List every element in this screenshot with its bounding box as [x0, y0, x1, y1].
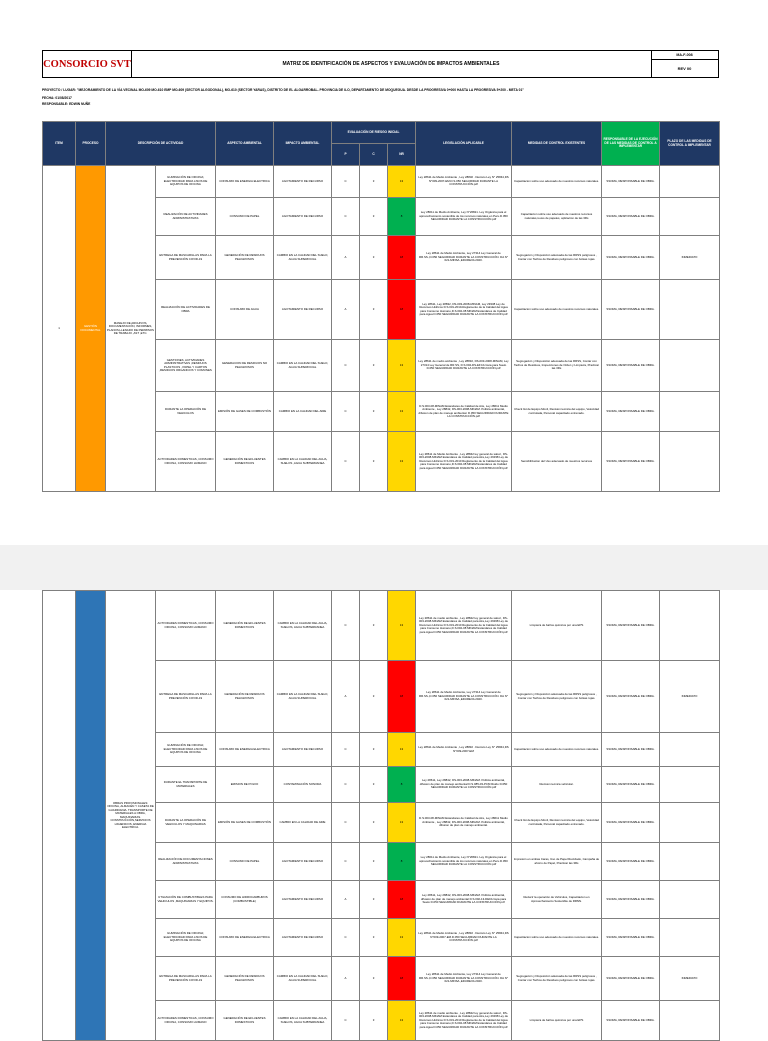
subprocess-cell: OBRAS PROVISIONALES: OFICINA, ALMACÉN Y CASETA DE GUARDIANIA. TRANSPORTE DE MATERIALES A OBRA, MAQUINARIAS. CONSTRUCCIÓN,SERVICIOS HIGIENICOS ,ENERGIA ELECTRICA. [106, 591, 156, 1041]
responsible-cell: SSOMA, RESPONSABLE DE OBRA. [602, 1001, 660, 1041]
impact-cell: AGOTAMIENTO DE RECURSO [274, 881, 332, 919]
aspect-cell: CONSUMO DE ENERGIA ELECTRICA [216, 166, 274, 198]
table-row [43, 166, 720, 198]
aspect-cell: GENERACIÓN DE EFLUENTES DOMESTICOS [216, 1001, 274, 1041]
matrix-table-1 [42, 121, 719, 492]
consequence-cell: 3 [360, 1001, 388, 1041]
consequence-cell: 3 [360, 957, 388, 1001]
col-risk-group: EVALUACIÓN DE RIESGO INICIAL [332, 122, 416, 144]
responsible-cell: SSOMA, RESPONSABLE DE OBRA. [602, 340, 660, 392]
controls-cell: Limpieza de baños quimicos por una EPS [512, 1001, 602, 1041]
activity-cell: GESTIONES, ACTIVIDADES ADMINISTRATIVAS ,RESIDUOS PLASTICOS , PAPEL Y CARTON ,RESIDUOS ORGANICOS Y COMUNES [156, 340, 216, 392]
activity-cell: ENTREGA DE MASCARILLAS PARA LA PREVENCIÓN COVID-19 [156, 236, 216, 280]
impact-cell: CAMBIO EN LA CALIDAD DEL AGUA, SUELOS, AGUA SUBTERRANEA [274, 1001, 332, 1041]
col-item: ITEM [43, 122, 76, 166]
controls-cell: Capacitacion sobre uso adecuado de nuestros recursos naturales. [512, 166, 602, 198]
responsible-cell: SSOMA, RESPONSABLE DE OBRA. [602, 881, 660, 919]
risk-level-cell: 13 [388, 166, 416, 198]
activity-cell: ILUMINACIÓN DE OFICINA; ELECTRICIDAD PARA LISOS DE EQUIPOS DE OFICINA [156, 919, 216, 957]
risk-level-cell: 18 [388, 280, 416, 340]
risk-level-cell: 13 [388, 803, 416, 843]
controls-cell: Capacitacion sobre uso adecuado de nuestros recursos naturales. [512, 280, 602, 340]
impact-cell: CAMBIO EN LA CALIDAD DEL SUELO, AGUA SUPERFICIAL [274, 661, 332, 733]
table-row [43, 591, 720, 661]
legislation-cell: Ley 28611, Ley 28842, DS-003-2008-MINAM. Politica ambiental, difusion de plan de manejo ambiental D.S.002-13-DEFA Guia para Suelo D.050 SEGURIDAD DURANTE LA CONSTRUCCIÓN.pdf [416, 881, 512, 919]
probability-cell: C [332, 919, 360, 957]
legislation-cell: Ley 28611 de Medio Ambiente, Ley N°26821. Ley Orgánica para el aprovechamiento sostenible de los recursos naturales en Peru.D.050 SEGURIDAD DURANTE LA CONSTRUCCIÓN.pdf [416, 198, 512, 236]
risk-level-cell: 8 [388, 843, 416, 881]
probability-cell: C [332, 166, 360, 198]
impact-cell: AGOTAMIENTO DE RECURSO [274, 280, 332, 340]
consequence-cell: 3 [360, 591, 388, 661]
aspect-cell: EMISIÓN DE GASES DE COMBUSTIÓN [216, 392, 274, 432]
consequence-cell: 3 [360, 392, 388, 432]
impact-cell: CONTAMINACIÓN SONORA [274, 767, 332, 803]
item-number-cell [43, 591, 76, 1041]
controls-cell: Segregación y Disposición adecuada de las RRSS, Contar con Tachos de Residuos, Inspecciones de Orden y Limpieza, Practicar las 3Rs [512, 340, 602, 392]
activity-cell: ACTIVIDADES DOMESTICAS ,CONSUMO OFICINA, CONSUMO HUMANO [156, 432, 216, 492]
aspect-cell: CONSUMO DE ENERGIA ELECTRICA [216, 919, 274, 957]
controls-cell: Segregación y Disposición adecuada de las RRSS peligrosos , Contar con Tachos de Residuos peligrosos con bolsas rojas. [512, 661, 602, 733]
activity-cell: ENTREGA DE MASCARILLAS PARA LA PREVENCIÓN COVID-19 [156, 661, 216, 733]
activity-cell: DURANTE EL TRANSPORTE DE MATERIALES [156, 767, 216, 803]
deadline-cell [660, 767, 720, 803]
probability-cell: A [332, 661, 360, 733]
impact-cell: CAMBIO EN LA CALIDAD DEL AGUA, SUELOS, AGUA SUBTERRANEA [274, 591, 332, 661]
deadline-cell [660, 733, 720, 767]
consequence-cell: 3 [360, 432, 388, 492]
consequence-cell: 3 [360, 340, 388, 392]
legislation-cell: Ley 28611 de Medio Ambiente , Ley 28832 . Decreto Ley N° 25844,DS N°009-2007-EM [416, 733, 512, 767]
col-impact: IMPACTO AMBIENTAL [274, 122, 332, 166]
col-process: PROCESO [76, 122, 106, 166]
deadline-cell [660, 843, 720, 881]
col-c: C [360, 144, 388, 166]
col-nr: NR [388, 144, 416, 166]
deadline-cell [660, 392, 720, 432]
risk-level-cell: 18 [388, 881, 416, 919]
probability-cell: C [332, 1001, 360, 1041]
probability-cell: C [332, 432, 360, 492]
deadline-cell [660, 881, 720, 919]
probability-cell: C [332, 198, 360, 236]
aspect-cell: GENERACIÓN DE RESIDUOS PELIGROSOS [216, 957, 274, 1001]
document-code: MA-F-008 [651, 51, 718, 60]
impact-cell: AGOTAMIENTO DE RECURSO [274, 198, 332, 236]
responsible-line: RESPONSABLE: EDWIN NUÑE [42, 102, 91, 106]
process-cell [76, 591, 106, 1041]
controls-cell: Revision tecnica vehicular. [512, 767, 602, 803]
controls-cell: Capacitacion sobre uso adecuado de nuestros recursos naturales,reuso de papeles, aplicacion de las 3Rs [512, 198, 602, 236]
probability-cell: A [332, 957, 360, 1001]
controls-cell: Limpieza de baños quimicos por una EPS [512, 591, 602, 661]
col-deadline: PLAZO DE LAS MEDIDAS DE CONTROL A IMPLEMENTAR [660, 122, 720, 166]
impact-cell: CAMBIO EN LA CALIDAD DEL AGUA, SUELOS ,AGUA SUBTERRANEA [274, 432, 332, 492]
legislation-cell: D.S.003-08-MINAM Estandares de Calidad de Aire, Ley 28611 Medio Ambiente , Ley 28842, DS-003-2008-MINAM. Politica ambiental, difusion de plan de manejo ambiental. [416, 803, 512, 843]
subprocess-cell: MANEJO DE ARCHIVOS, DOCUMENTACIÓN, INFORMES, PLANOS,LLENADO DE PERMISOS DE TRABAJO ,AST ,ETC. [106, 166, 156, 492]
legislation-cell: Ley 28611 de Medio Ambiente, Ley 27314 Ley General de RR.SS.,D.050 SEGURIDAD DURANTE LA CONSTRUCCIÓN. DA N° 021-MINSA ,EDUREVA 2020. [416, 661, 512, 733]
activity-cell: REALIZACIÓN DE DOCUMENTACIONES ADMINISTRATIVAS [156, 843, 216, 881]
aspect-cell: CONSUMO DE ENERGIA ELECTRICA [216, 733, 274, 767]
col-responsible: RESPONSABLE DE LA EJECUCIÓN DE LAS MEDIDAS DE CONTROL A IMPLEMENTAR [602, 122, 660, 166]
legislation-cell: Ley 28611 de Medio Ambiente , Ley 28832 . Decreto Ley N° 25844,DS N°009-2007-EM.D.S.050 SEGURIDAD DURANTE LA CONSTRUCCIÓN.pdf [416, 166, 512, 198]
controls-cell: Capacitacion sobre uso adecuado de nuestros recursos naturales. [512, 733, 602, 767]
controls-cell: Reducir la operación de Vehiculos, Capacitacion en Aprovechamiento Sostenible de RRNN. [512, 881, 602, 919]
col-p: P [332, 144, 360, 166]
responsible-cell: SSOMA, RESPONSABLE DE OBRA. [602, 198, 660, 236]
impact-cell: AGOTAMIENTO DE RECURSO [274, 843, 332, 881]
responsible-cell: SSOMA, RESPONSABLE DE OBRA. [602, 236, 660, 280]
col-controls: MEDIDAS DE CONTROL EXISTENTES [512, 122, 602, 166]
controls-cell: Segregación y Disposición adecuada de las RRSS peligrosos , Contar con Tachos de Residuos peligrosos con bolsas rojas. [512, 957, 602, 1001]
activity-cell: DURANTE LA OPERACIÓN DE VEHICULOS Y MAQUINARIAS [156, 803, 216, 843]
controls-cell: Impresión en ambas Caras, Uso de Papel Reciclado, Campaña de ahorro de Papel, Practicar las 3Rs [512, 843, 602, 881]
legislation-cell: Ley 28611, Ley 28832, DS-003-2008-MINAM, Ley 29338 Ley de Recursos Hidricos D.S.031-2010-Reglamento de la Calidad del Agua para Consumo Humano,D.S.002-08 MINAM Estandares de Calidad para Agua D.050 SEGURIDAD DURANTE LA CONSTRUCCIÓN.pdf [416, 280, 512, 340]
deadline-cell [660, 340, 720, 392]
risk-level-cell: 8 [388, 767, 416, 803]
responsible-cell: SSOMA, RESPONSABLE DE OBRA. [602, 957, 660, 1001]
consequence-cell: 3 [360, 881, 388, 919]
legislation-cell: Ley 28611 de Medio Ambiente , Ley 28832 . Decreto Ley N° 25844,DS N°009-2007-EM.D.050 SEGURIDAD DURANTE LA CONSTRUCCIÓN.pdf [416, 919, 512, 957]
deadline-cell [660, 280, 720, 340]
aspect-cell: GENERACIÓN DE RESIDUOS PELIGROSOS [216, 236, 274, 280]
responsible-cell: SSOMA, RESPONSABLE DE OBRA. [602, 591, 660, 661]
impact-cell: AGOTAMIENTO DE RECURSO [274, 733, 332, 767]
item-number-cell: 1 [43, 166, 76, 492]
aspect-cell: CONSUMO DE PAPEL [216, 198, 274, 236]
risk-level-cell: 18 [388, 957, 416, 1001]
risk-level-cell: 13 [388, 919, 416, 957]
date-line: FECHA: 01/08/2017 [42, 96, 72, 100]
responsible-cell: SSOMA, RESPONSABLE DE OBRA. [602, 166, 660, 198]
responsible-cell: SSOMA, RESPONSABLE DE OBRA. [602, 661, 660, 733]
deadline-cell [660, 198, 720, 236]
deadline-cell [660, 919, 720, 957]
consequence-cell: 3 [360, 733, 388, 767]
probability-cell: A [332, 881, 360, 919]
activity-cell: ACTIVIDADES DOMESTICAS ,CONSUMO OFICINA, CONSUMO HUMANO [156, 1001, 216, 1041]
responsible-cell: SSOMA, RESPONSABLE DE OBRA. [602, 803, 660, 843]
responsible-cell: SSOMA, RESPONSABLE DE OBRA. [602, 733, 660, 767]
risk-level-cell: 13 [388, 591, 416, 661]
activity-cell: ILUMINACIÓN DE OFICINA; ELECTRICIDAD PARA LISOS DE EQUIPOS DE OFICINA [156, 166, 216, 198]
risk-level-cell: 8 [388, 198, 416, 236]
legislation-cell: Ley 28611 de Medio Ambiente , Ley 28842 ley general de salud , DS-003-2008-MINAM Estandares de Calidad para Aire,Ley 29338 Ley de Recursos Hidricos D.S.031-2010 Reglamento de la Calidad del Agua para Consumo Humano,D.S.002-08 MINAM Estandares de Calidad para Agua D.050 SEGURIDAD DURANTE LA CONSTRUCCIÓN.pdf [416, 432, 512, 492]
impact-cell: CAMBIO EN LA CALIDAD DEL SUELO, AGUA SUPERFICIAL [274, 957, 332, 1001]
deadline-cell: INMEDIATO [660, 661, 720, 733]
probability-cell: C [332, 340, 360, 392]
risk-level-cell: 13 [388, 340, 416, 392]
responsible-cell: SSOMA, RESPONSABLE DE OBRA. [602, 767, 660, 803]
consequence-cell: 3 [360, 661, 388, 733]
consequence-cell: 3 [360, 198, 388, 236]
process-cell: GESTIÓN DOCUMENTAL [76, 166, 106, 492]
consequence-cell: 3 [360, 236, 388, 280]
consequence-cell: 3 [360, 166, 388, 198]
controls-cell: Sensibilizacion del Uso adecuado de nuestros recursos [512, 432, 602, 492]
responsible-cell: SSOMA, RESPONSABLE DE OBRA. [602, 919, 660, 957]
impact-cell: CAMBIO EN LA CALIDAD DEL SUELO, AGUA SUPERFICIAL [274, 236, 332, 280]
legislation-cell: Ley 28611 de medio ambiente , Ley 28842 ley general de salud , DS-003-2008-MINAM Estandares de Calidad para Aire,Ley 29338 Ley de Recursos Hidricos D.S.031-2010 Reglamento de la Calidad del Agua para Consumo Humano,D.S.002-08 MINAM Estandares de Calidad para Agua D.050 SEGURIDAD DURANTE LA CONSTRUCCIÓN.pdf [416, 591, 512, 661]
impact-cell: CAMBIO EN LA CALIDAD DEL SUELO, AGUA SUPERFICIAL [274, 340, 332, 392]
probability-cell: C [332, 392, 360, 432]
responsible-cell: SSOMA, RESPONSABLE DE OBRA. [602, 392, 660, 432]
aspect-cell: EMISIÓN DE GASES DE COMBUSTIÓN [216, 803, 274, 843]
consequence-cell: 3 [360, 767, 388, 803]
activity-cell: REALIZACIÓN DE ACTIVIDADES DE OBRA [156, 280, 216, 340]
aspect-cell: CONSUMO DE HIDROCARBUROS (COMBUSTIBLE) [216, 881, 274, 919]
responsible-cell: SSOMA, RESPONSABLE DE OBRA. [602, 843, 660, 881]
page-gap [0, 545, 768, 590]
deadline-cell [660, 1001, 720, 1041]
activity-cell: ENTREGA DE MASCARILLAS PARA LA PREVENCIÓN COVID-19 [156, 957, 216, 1001]
controls-cell: Check list de Equipo Movil, Revision tecnica del equipo, Velocidad controlada, Personal capacitado entrenado. [512, 803, 602, 843]
probability-cell: C [332, 843, 360, 881]
deadline-cell: INMEDIATO [660, 236, 720, 280]
document-revision: REV 00 [677, 66, 692, 71]
risk-level-cell: 13 [388, 432, 416, 492]
probability-cell: C [332, 767, 360, 803]
risk-level-cell: 13 [388, 1001, 416, 1041]
risk-level-cell: 13 [388, 733, 416, 767]
consequence-cell: 3 [360, 803, 388, 843]
aspect-cell: CONSUMO DE PAPEL [216, 843, 274, 881]
legislation-cell: Ley 28611, Ley 28842, DS-003-2008-MINAM. Politica ambiental, difusion de plan de manejo ambiental D.S.085-03-PCM Ruido D.050 SEGURIDAD DURANTE LA CONSTRUCCIÓN.pdf [416, 767, 512, 803]
consequence-cell: 3 [360, 280, 388, 340]
activity-cell: ACTIVIDADES DOMESTICAS ,CONSUMO OFICINA, CONSUMO HUMANO [156, 591, 216, 661]
deadline-cell [660, 591, 720, 661]
document-header [42, 50, 719, 78]
company-logo: CONSORCIO SVT [43, 51, 132, 77]
impact-cell: AGOTAMIENTO DE RECURSO [274, 166, 332, 198]
document-page-2 [0, 590, 768, 1029]
legislation-cell: Ley 28611 de Medio Ambiente, Ley N°26821. Ley Orgánica para el aprovechamiento sostenible de los recursos naturales en Peru.D.050 SEGURIDAD DURANTE LA CONSTRUCCIÓN.pdf [416, 843, 512, 881]
col-legislation: LEGISLACIÓN APLICABLE [416, 122, 512, 166]
legislation-cell: Ley 28611 de Medio Ambiente, Ley 27314 Ley General de RR.SS.,D.050 SEGURIDAD DURANTE LA CONSTRUCCIÓN. DA N° 021-MINSA ,EDUREVA 2020. [416, 957, 512, 1001]
probability-cell: C [332, 591, 360, 661]
responsible-cell: SSOMA, RESPONSABLE DE OBRA. [602, 432, 660, 492]
risk-level-cell: 18 [388, 236, 416, 280]
deadline-cell [660, 166, 720, 198]
deadline-cell: INMEDIATO [660, 957, 720, 1001]
probability-cell: C [332, 733, 360, 767]
col-activity: DESCRIPCIÓN DE ACTIVIDAD [106, 122, 216, 166]
controls-cell: Segregación y Disposición adecuada de las RRSS peligrosos , Contar con Tachos de Residuos peligrosos con bolsas rojas. [512, 236, 602, 280]
aspect-cell: GENERACIÓN DE EFLUENTES DOMESTICOS [216, 432, 274, 492]
aspect-cell: EMISION DE POLVO [216, 767, 274, 803]
activity-cell: REALIZACIÓN DE ACTIVIDADES ADMINISTRATIVAS [156, 198, 216, 236]
responsible-cell: SSOMA, RESPONSABLE DE OBRA. [602, 280, 660, 340]
consequence-cell: 3 [360, 919, 388, 957]
aspect-cell: GENERACIÓN DE RESIDUOS PELIGROSOS [216, 661, 274, 733]
probability-cell: A [332, 280, 360, 340]
risk-level-cell: 13 [388, 392, 416, 432]
controls-cell: Capacitacion sobre uso adecuado de nuestros recursos naturales. [512, 919, 602, 957]
legislation-cell: D.S.003-08-MINAM Estandares de Calidad de Aire, Ley 28611 Medio Ambiente , Ley 28842, DS-003-2008-MINAM. Politica ambiental, difusion de plan de manejo ambiental. D.050 SEGURIDAD DURANTE LA CONSTRUCCIÓN.pdf [416, 392, 512, 432]
controls-cell: Check list de Equipo Movil, Revision tecnica del equipo, Velocidad controlada, Personal capacitado entrenado. [512, 392, 602, 432]
project-line: PROYECTO / LUGAR: "MEJORAMIENTO DE LA VÍA VECINAL MO-609 MO-610 EMP MO-609 (SECTOR ALGODONAL), MO-610 (SECTOR YARAS), DISTRITO DE EL ALGARROBAL- PROVINCIA DE ILO, DEPARTAMENTO DE MOQUEGUA. DESDE LA PROGRESIVA 0+000 HASTA LA PROGRESIVA 5+200 - META 01" [42, 88, 524, 92]
activity-cell: UTILIZACIÓN DE COMBUSTIBLES PARA VEHICULOS ,MAQUINARIAS Y EQUIPOS. [156, 881, 216, 919]
impact-cell: CAMBIO EN LA CALIDAD DEL AIRE [274, 392, 332, 432]
activity-cell: ILUMINACIÓN DE OFICINA; ELECTRICIDAD PARA LISOS DE EQUIPOS DE OFICINA [156, 733, 216, 767]
impact-cell: CAMBIO EN LA CALIDAD DE AIRE [274, 803, 332, 843]
risk-level-cell: 18 [388, 661, 416, 733]
aspect-cell: GENERACIÓN DE EFLUENTES DOMESTICOS [216, 591, 274, 661]
legislation-cell: Ley 28611 de medio ambiente , Ley 28842 ley general de salud , DS-003-2008-MINAM Estandares de Calidad para Aire,Ley 29338 Ley de Recursos Hidricos D.S.031-2010 Reglamento de la Calidad del Agua para Consumo Humano,D.S.002-08 MINAM Estandares de Calidad para Agua D.050 SEGURIDAD DURANTE LA CONSTRUCCIÓN.pdf [416, 1001, 512, 1041]
aspect-cell: GENERACION DE RESIDUOS NO PELIGROSOS [216, 340, 274, 392]
legislation-cell: Ley 28611 de Medio Ambiente, Ley 27314 Ley General de RR.SS.,D.050 SEGURIDAD DURANTE LA CONSTRUCCIÓN. DA N° 021-MINSA ,EDUREVA 2020. [416, 236, 512, 280]
probability-cell: A [332, 236, 360, 280]
legislation-cell: Ley 28611 de medio ambiente , Ley 28832, DS-003-2008-MINAM, Ley 27314 Ley General de RR.SS, D.S.002-DS-EFCA Guia para Suelo D.050 SEGURIDAD DURANTE LA CONSTRUCCIÓN.pdf [416, 340, 512, 392]
document-title: MATRIZ DE IDENTIFICACIÓN DE ASPECTOS Y EVALUACIÓN DE IMPACTOS AMBIENTALES [131, 51, 652, 77]
probability-cell: C [332, 803, 360, 843]
col-aspect: ASPECTO AMBIENTAL [216, 122, 274, 166]
consequence-cell: 3 [360, 843, 388, 881]
aspect-cell: CONSUMO DE AGUA [216, 280, 274, 340]
activity-cell: DURANTE LA OPERACIÓN DE VEHICULOS [156, 392, 216, 432]
impact-cell: AGOTAMIENTO DE RECURSO [274, 919, 332, 957]
deadline-cell [660, 803, 720, 843]
matrix-table-2 [42, 590, 719, 1041]
deadline-cell [660, 432, 720, 492]
